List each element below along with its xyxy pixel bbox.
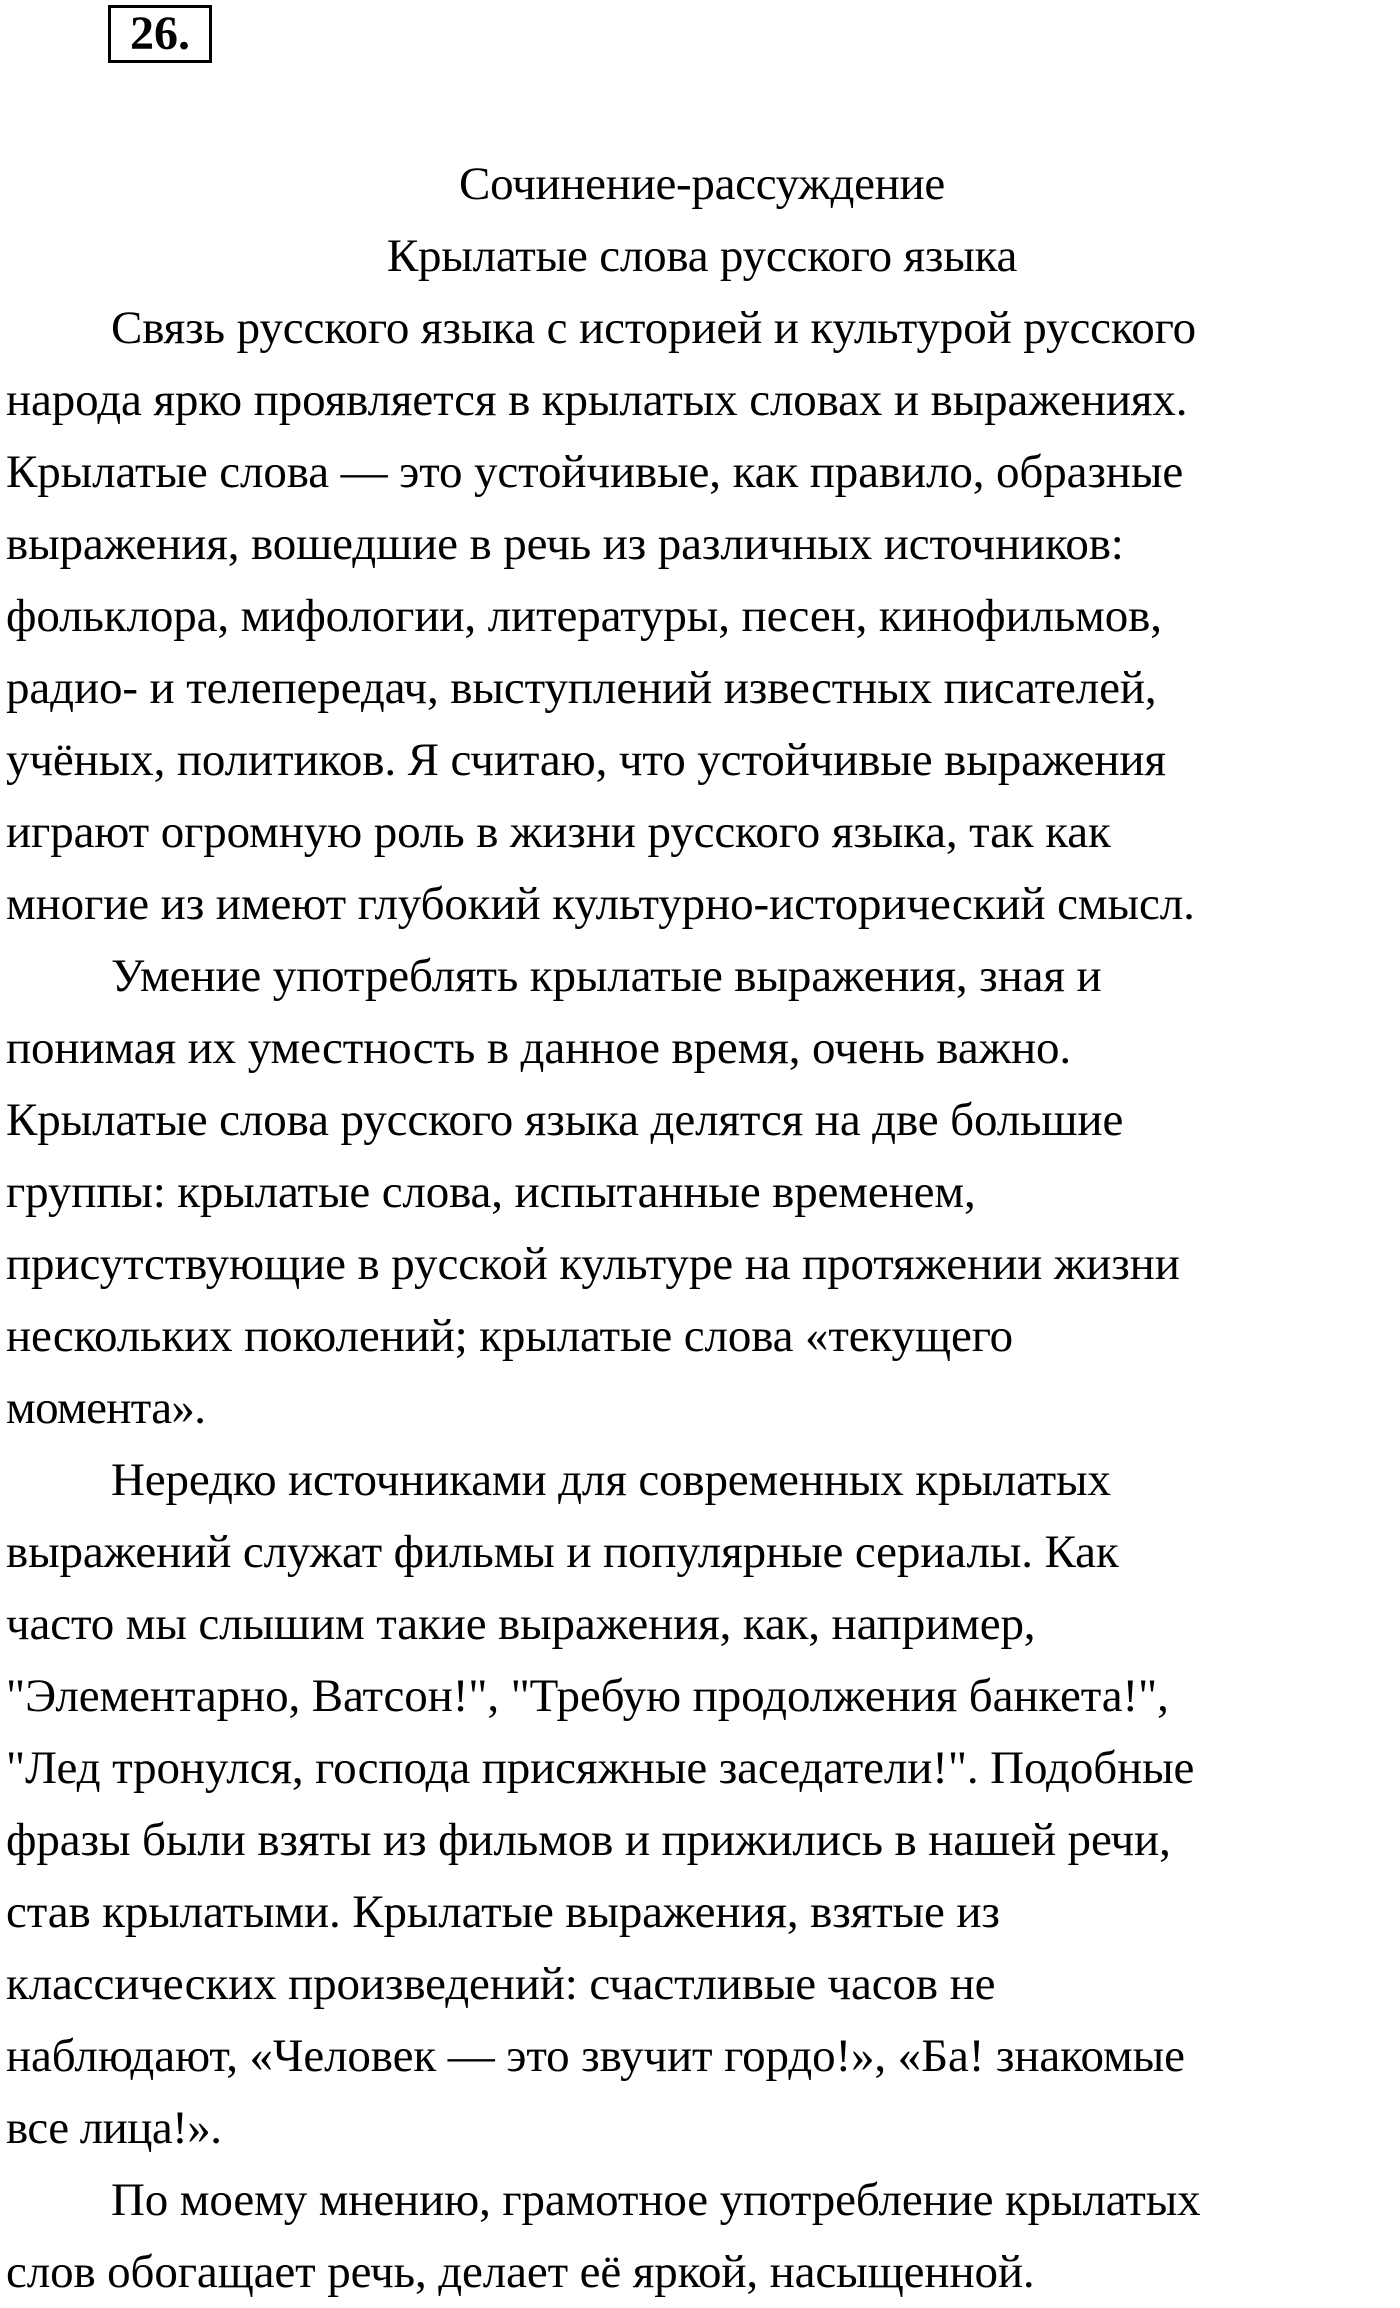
paragraph-3 — [6, 1444, 1398, 2164]
paragraph-line: По моему мнению, грамотное употребление крылатых — [111, 2174, 1201, 2226]
paragraph-line: Крылатые слова русского языка делятся на две большие — [6, 1094, 1124, 1146]
paragraph-line: став крылатыми. Крылатые выражения, взятые из — [6, 1886, 1000, 1938]
paragraph-line: выражений служат фильмы и популярные сериалы. Как — [6, 1526, 1119, 1578]
paragraph-4 — [6, 2164, 1398, 2308]
essay-subtitle: Крылатые слова русского языка — [386, 230, 1018, 282]
paragraph-line: понимая их уместность в данное время, очень важно. — [6, 1022, 1072, 1074]
paragraph-line: фразы были взяты из фильмов и прижились в нашей речи, — [6, 1814, 1171, 1866]
paragraph-line: присутствующие в русской культуре на протяжении жизни — [6, 1238, 1180, 1290]
paragraph-line: нескольких поколений; крылатые слова «текущего — [6, 1310, 1014, 1362]
paragraph-line: "Лед тронулся, господа присяжные заседатели!". Подобные — [6, 1742, 1195, 1794]
paragraph-1 — [6, 292, 1398, 940]
paragraph-line: играют огромную роль в жизни русского языка, так как — [6, 806, 1111, 858]
paragraph-line: наблюдают, «Человек — это звучит гордо!», «Ба! знакомые — [6, 2030, 1185, 2082]
task-number: 26. — [108, 5, 212, 63]
paragraph-line: Связь русского языка с историей и культурой русского — [111, 302, 1196, 354]
essay — [6, 148, 1398, 2308]
paragraph-line: многие из имеют глубокий культурно-исторический смысл. — [6, 878, 1195, 930]
paragraph-2 — [6, 940, 1398, 1444]
paragraph-line: часто мы слышим такие выражения, как, например, — [6, 1598, 1036, 1650]
paragraph-line: радио- и телепередач, выступлений известных писателей, — [6, 662, 1157, 714]
paragraph-line: все лица!». — [6, 2102, 222, 2154]
essay-title: Сочинение-рассуждение — [459, 158, 945, 210]
paragraph-line: выражения, вошедшие в речь из различных источников: — [6, 518, 1124, 570]
paragraph-line: "Элементарно, Ватсон!", "Требую продолжения банкета!", — [6, 1670, 1169, 1722]
paragraph-line: Нередко источниками для современных крылатых — [111, 1454, 1111, 1506]
paragraph-line: фольклора, мифологии, литературы, песен, кинофильмов, — [6, 590, 1162, 642]
paragraph-line: учёных, политиков. Я считаю, что устойчивые выражения — [6, 734, 1166, 786]
paragraph-line: слов обогащает речь, делает её яркой, насыщенной. — [6, 2246, 1035, 2298]
paragraph-line: Крылатые слова — это устойчивые, как правило, образные — [6, 446, 1184, 498]
paragraph-line: народа ярко проявляется в крылатых словах и выражениях. — [6, 374, 1188, 426]
paragraph-line: классических произведений: счастливые часов не — [6, 1958, 996, 2010]
paragraph-line: Умение употреблять крылатые выражения, зная и — [111, 950, 1102, 1002]
paragraph-line: группы: крылатые слова, испытанные временем, — [6, 1166, 976, 1218]
paragraph-line: момента». — [6, 1382, 206, 1434]
